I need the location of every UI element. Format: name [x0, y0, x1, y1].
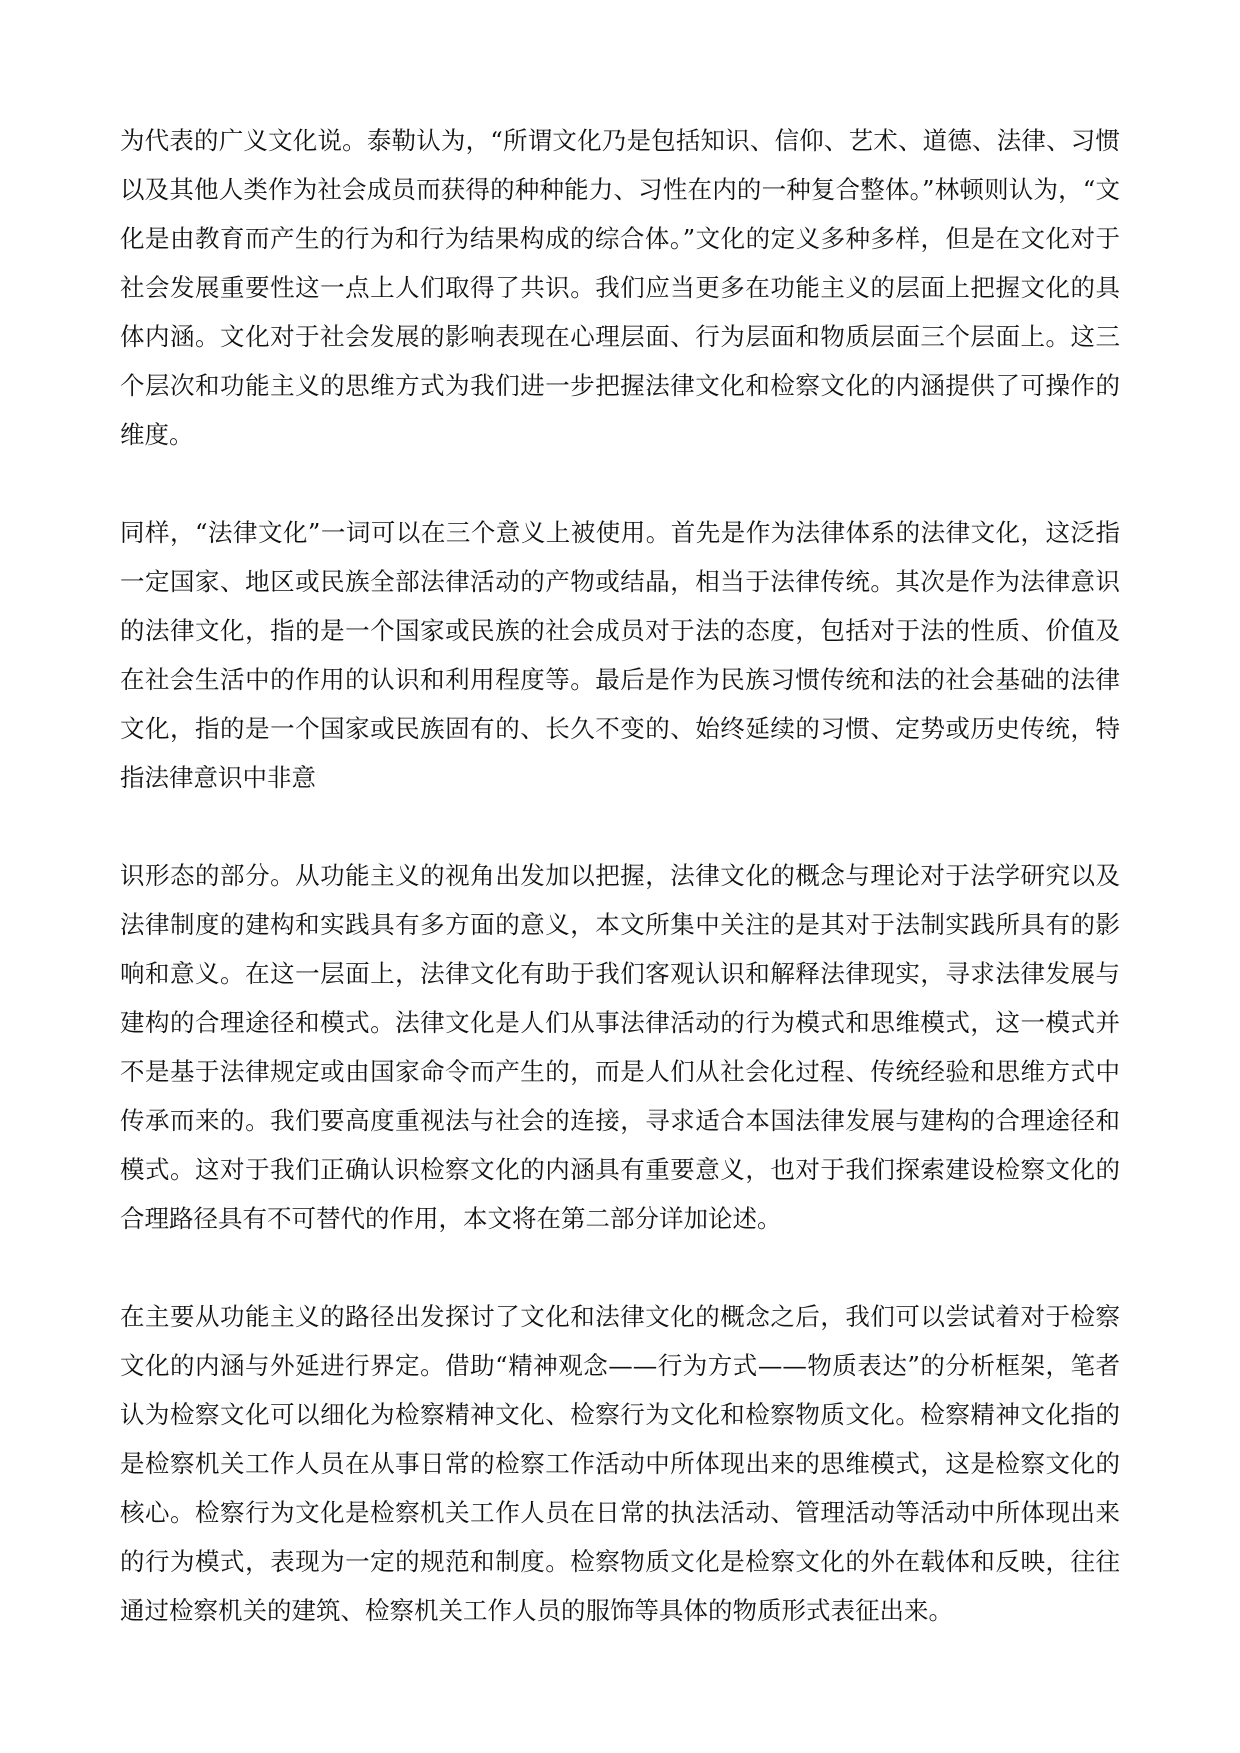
paragraph-culture-definition: 为代表的广义文化说。泰勒认为，“所谓文化乃是包括知识、信仰、艺术、道德、法律、习惯以及其他人类作为社会成员而获得的种种能力、习性在内的一种复合整体。”林顿则认为，“文化是由教育而产生的行为和行为结果构成的综合体。”文化的定义多种多样，但是在文化对于社会发展重要性这一点上人们取得了共识。我们应当更多在功能主义的层面上把握文化的具体内涵。文化对于社会发展的影响表现在心理层面、行为层面和物质层面三个层面上。这三个层次和功能主义的思维方式为我们进一步把握法律文化和检察文化的内涵提供了可操作的维度。 — [120, 126, 1120, 449]
paragraph-procuratorial-culture: 在主要从功能主义的路径出发探讨了文化和法律文化的概念之后，我们可以尝试着对于检察文化的内涵与外延进行界定。借助“精神观念——行为方式——物质表达”的分析框架，笔者认为检察文化可以细化为检察精神文化、检察行为文化和检察物质文化。检察精神文化指的是检察机关工作人员在从事日常的检察工作活动中所体现出来的思维模式，这是检察文化的核心。检察行为文化是检察机关工作人员在日常的执法活动、管理活动等活动中所体现出来的行为模式，表现为一定的规范和制度。检察物质文化是检察文化的外在载体和反映，往往通过检察机关的建筑、检察机关工作人员的服饰等具体的物质形式表征出来。 — [120, 1302, 1120, 1625]
paragraph-legal-culture-meanings: 同样，“法律文化”一词可以在三个意义上被使用。首先是作为法律体系的法律文化，这泛指一定国家、地区或民族全部法律活动的产物或结晶，相当于法律传统。其次是作为法律意识的法律文化，指的是一个国家或民族的社会成员对于法的态度，包括对于法的性质、价值及在社会生活中的作用的认识和利用程度等。最后是作为民族习惯传统和法的社会基础的法律文化，指的是一个国家或民族固有的、长久不变的、始终延续的习惯、定势或历史传统，特指法律意识中非意 — [120, 518, 1120, 792]
paragraph-legal-culture-function: 识形态的部分。从功能主义的视角出发加以把握，法律文化的概念与理论对于法学研究以及法律制度的建构和实践具有多方面的意义，本文所集中关注的是其对于法制实践所具有的影响和意义。在这一层面上，法律文化有助于我们客观认识和解释法律现实，寻求法律发展与建构的合理途径和模式。法律文化是人们从事法律活动的行为模式和思维模式，这一模式并不是基于法律规定或由国家命令而产生的，而是人们从社会化过程、传统经验和思维方式中传承而来的。我们要高度重视法与社会的连接，寻求适合本国法律发展与建构的合理途径和模式。这对于我们正确认识检察文化的内涵具有重要意义，也对于我们探索建设检察文化的合理路径具有不可替代的作用，本文将在第二部分详加论述。 — [120, 861, 1120, 1233]
